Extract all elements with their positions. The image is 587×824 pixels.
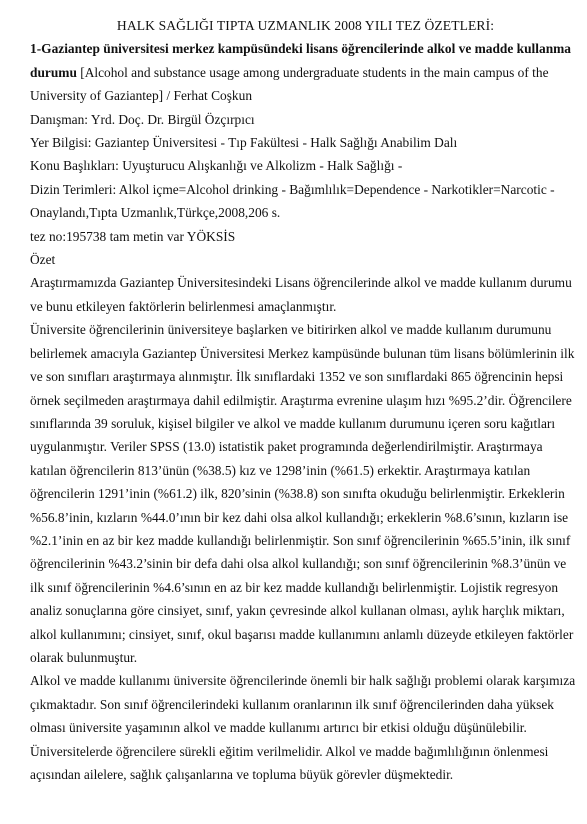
subjects-line: Konu Başlıkları: Uyuşturucu Alışkanlığı ve Alkolizm - Halk Sağlığı - xyxy=(30,158,403,174)
entry-title-turkish: Gaziantep üniversitesi merkez kampüsündeki lisans öğrencilerinde alkol ve madde kullanma durumu xyxy=(30,41,571,80)
entry-title xyxy=(30,37,577,107)
index-terms-line: Dizin Terimleri: Alkol içme=Alcohol drinking - Bağımlılık=Dependence - Narkotikler=Narcotic - Onaylandı,Tıpta Uzmanlık,Türkçe,2008,206 s. xyxy=(30,181,555,221)
entry-title-english: [Alcohol and substance usage among undergraduate students in the main campus of the University of Gaziantep] / Ferhat Coşkun xyxy=(30,64,549,104)
thesis-number-line: tez no:195738 tam metin var YÖKSİS xyxy=(30,228,236,244)
entry-number: 1- xyxy=(30,41,42,57)
abstract-paragraph-1: Araştırmamızda Gaziantep Üniversitesindeki Lisans öğrencilerinde alkol ve madde kullanım durumu ve bunu etkileyen faktörlerin belirlenmesi amaçlanmıştır. xyxy=(30,275,572,314)
abstract-paragraph-2: Üniversite öğrencilerinin üniversiteye başlarken ve bitirirken alkol ve madde kullanım durumunu belirlemek amacıyla Gaziantep Üniversitesi Merkez kampüsünde bulunan tüm lisans bölümlerinin ilk ve son sınıfları araştırmaya alınmıştır. İlk sınıflardaki 1352 ve son sınıflardaki 865 öğrencinin hepsi örnek seçilmeden araştırmaya dahil edilmiştir. Araştırma evrenine ulaşım hızı %95.2’dir. Öğrencilere sınıflarında 39 soruluk, kişisel bilgiler ve alkol ve madde kullanım durumunu içeren soru kağıtları uygulanmıştır. Veriler SPSS (13.0) istatistik paket programında değerlendirilmiştir. Araştırmaya katılan öğrencilerin 813’ünün (%38.5) kız ve 1298’inin (%61.5) erkektir. Araştırmaya katılan öğrencilerin 1291’inin (%61.2) ilk, 820’sinin (%38.8) son sınıfta okuduğu belirlenmiştir. Erkeklerin %56.8’inin, kızların %44.0’ının bir kez dahi olsa alkol kullandığı; erkeklerin %8.6’sının, kızların ise %2.1’inin en az bir kez madde kullandığı belirlenmiştir. Son sınıf öğrencilerinin %65.5’inin, ilk sınıf öğrencilerinin %43.2’sinin bir defa dahi olsa alkol kullandığı; son sınıf öğrencilerinin %8.3’ünün ve ilk sınıf öğrencilerinin %4.6’sının en az bir kez madde kullandığı belirlenmiştir. Lojistik regresyon analiz sonuçlarına göre cinsiyet, sınıf, yakın çevresinde alkol kullanan olması, aylık harçlık miktarı, alkol kullanımını; cinsiyet, sınıf, okul başarısı madde kullanımını anlamlı düzeyde etkileyen faktörler olarak bulunmuştur. xyxy=(30,322,575,665)
page-title: HALK SAĞLIĞI TIPTA UZMANLIK 2008 YILI TEZ ÖZETLERİ: xyxy=(116,18,495,33)
abstract-label: Özet xyxy=(30,252,56,268)
advisor-line: Danışman: Yrd. Doç. Dr. Birgül Özçırpıcı xyxy=(30,111,255,127)
abstract-paragraph-3: Alkol ve madde kullanımı üniversite öğrencilerinde önemli bir halk sağlığı problemi olarak karşımıza çıkmaktadır. Son sınıf öğrencilerindeki kullanım oranlarının ilk sınıf öğrencilerinden daha yüksek olması üniversite yaşamının alkol ve madde kullanımı artırıcı bir etkisi olduğu düşünülebilir. Üniversitelerde öğrencilere sürekli eğitim verilmelidir. Alkol ve madde bağımlılığının önlenmesi açısından ailelere, sağlık çalışanlarına ve topluma büyük görevler düşmektedir. xyxy=(30,673,576,782)
location-line: Yer Bilgisi: Gaziantep Üniversitesi - Tıp Fakültesi - Halk Sağlığı Anabilim Dalı xyxy=(30,135,458,151)
